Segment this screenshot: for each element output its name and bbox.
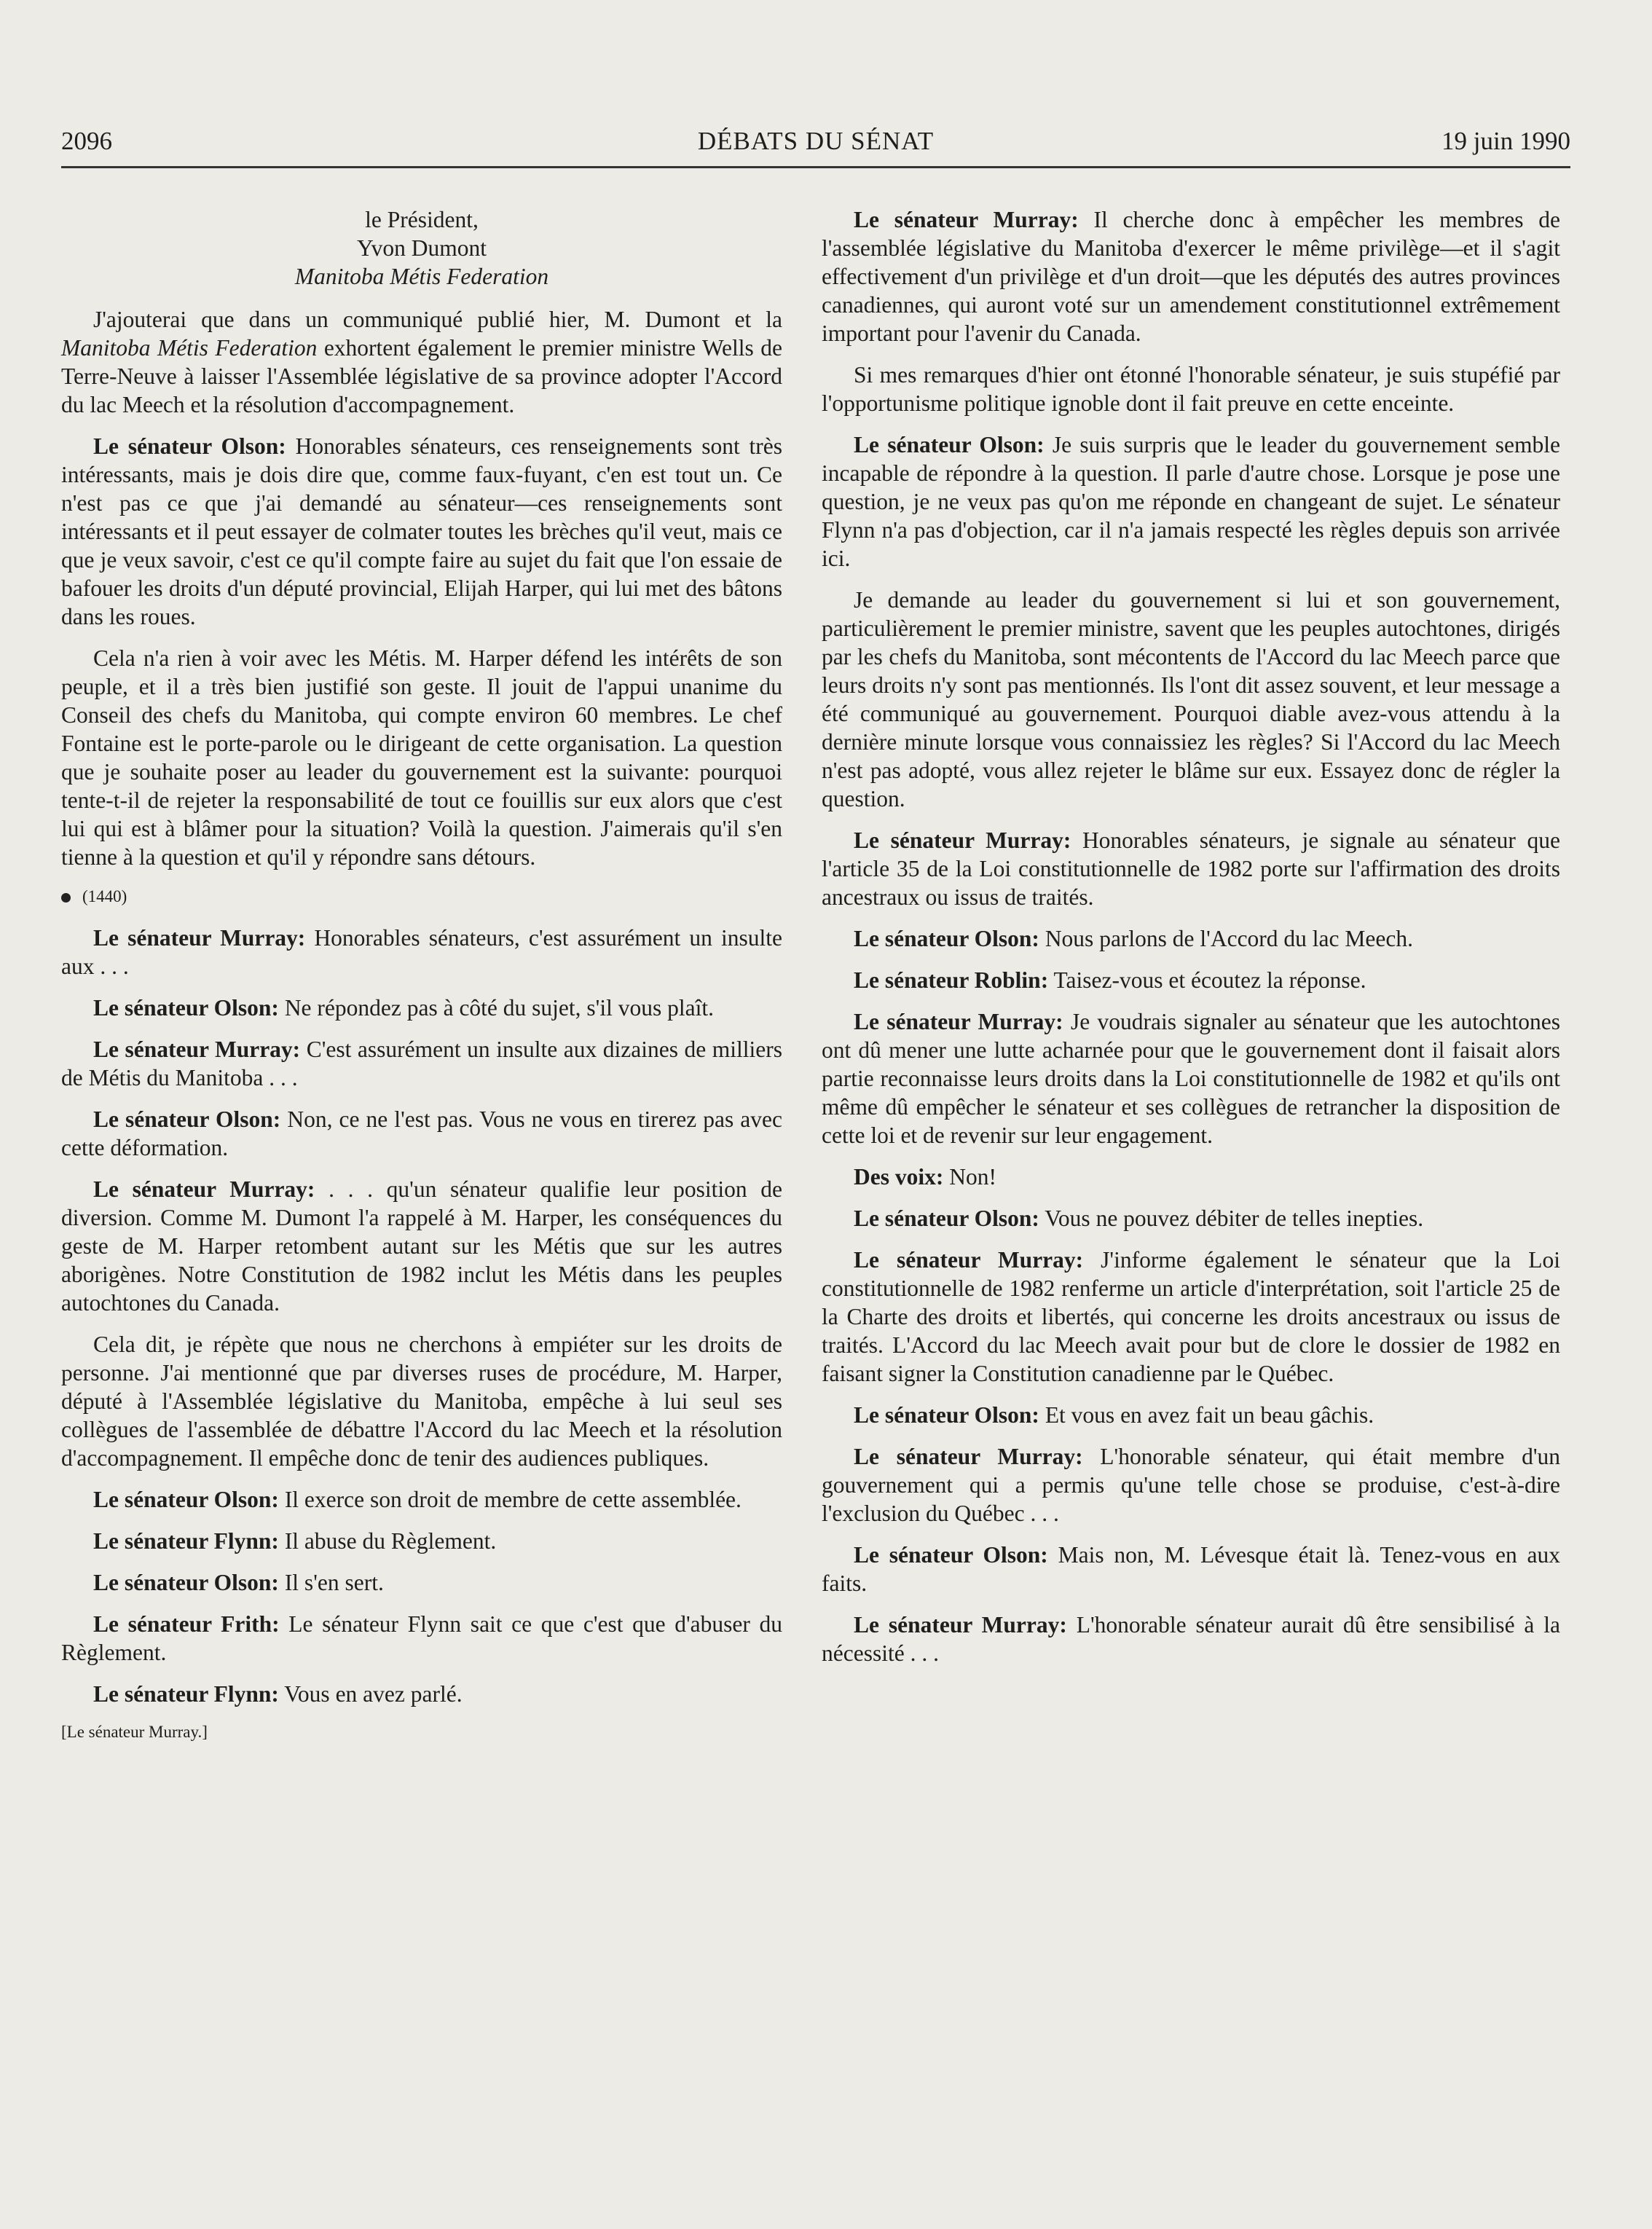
speaker-name: Le sénateur Murray: xyxy=(854,1612,1067,1638)
publication-title: DÉBATS DU SÉNAT xyxy=(697,127,935,155)
speaker-name: Le sénateur Murray: xyxy=(854,1444,1083,1469)
speaker-name: Le sénateur Olson: xyxy=(854,1206,1039,1231)
left-column xyxy=(61,205,782,1743)
speech-text: Vous ne pouvez débiter de telles inepties. xyxy=(1039,1206,1424,1231)
speaker-name: Le sénateur Olson: xyxy=(93,995,279,1021)
speech-text: Le sénateur Flynn sait ce que c'est que d'abuser du Règlement. xyxy=(61,1611,783,1665)
speech-text: Honorables sénateurs, ces renseignements sont très intéressants, mais je dois dire que, comme faux-fuyant, c'en est tout un. Ce n'est pas ce que j'ai demandé au sénateur—ces renseignements sont intéressants et il peut essayer de colmater toutes les brèches qu'il veut, mais ce que je veux savoir, c'est ce qu'il compte faire au sujet du fait que l'on essaie de bafouer les droits d'un député provincial, Elijah Harper, qui lui met des bâtons dans les roues. xyxy=(61,433,782,629)
page-date: 19 juin 1990 xyxy=(1441,127,1570,155)
speech-text: Il s'en sert. xyxy=(278,1570,384,1595)
paragraph: Cela dit, je répète que nous ne cherchons à empiéter sur les droits de personne. J'ai mentionné que par diverses ruses de procédure, M. Harper, député à l'Assemblée législative du Manitoba, empêche à lui seul ses collègues de l'assemblée de débattre l'Accord du lac Meech et la résolution d'accompagnement. Il empêche donc de tenir des audiences publiques. xyxy=(61,1332,782,1471)
speaker-name: Le sénateur Frith: xyxy=(93,1611,280,1637)
speech xyxy=(822,1246,1560,1388)
speech-text: Mais non, M. Lévesque était là. Tenez-vous en aux faits. xyxy=(822,1542,1560,1596)
speaker-name: Le sénateur Olson: xyxy=(93,1487,279,1512)
speech xyxy=(61,924,782,980)
speech xyxy=(61,994,782,1022)
speech-text: Ne répondez pas à côté du sujet, s'il vous plaît. xyxy=(278,995,714,1021)
speech xyxy=(822,924,1560,953)
speech-text: C'est assurément un insulte aux dizaines de milliers de Métis du Manitoba . . . xyxy=(61,1037,782,1090)
paragraph: Cela n'a rien à voir avec les Métis. M. Harper défend les intérêts de son peuple, et il a très bien justifié son geste. Il jouit de l'appui unanime du Conseil des chefs du Manitoba, qui compte environ 60 membres. Le chef Fontaine est le porte-parole ou le dirigeant de cette organisation. La question que je souhaite poser au leader du gouvernement est la suivante: pourquoi tente-t-il de rejeter la responsabilité de tout ce fouillis sur eux alors que c'est lui qui est à blâmer pour la situation? Voilà la question. J'aimerais qu'il s'en tienne à la question et qu'il y répondre sans détours. xyxy=(61,645,782,870)
speaker-name: Le sénateur Olson: xyxy=(854,1542,1048,1568)
speech xyxy=(822,205,1560,347)
paragraph: Je demande au leader du gouvernement si lui et son gouvernement, particulièrement le premier ministre, savent que les peuples autochtones, dirigés par les chefs du Manitoba, sont mécontents de l'Accord du lac Meech parce que leurs droits n'y sont pas mentionnés. Ils l'ont dit assez souvent, et leur message a été communiqué au gouvernement. Pourquoi diable avez-vous attendu à la dernière minute lorsque vous connaissiez les règles? Si l'Accord du lac Meech n'est pas adopté, vous allez rejeter le blâme sur eux. Essayez donc de régler la question. xyxy=(822,587,1560,811)
speech xyxy=(822,826,1560,911)
speaker-name: Des voix: xyxy=(854,1164,944,1190)
speech xyxy=(822,1163,1560,1191)
paragraph: Si mes remarques d'hier ont étonné l'honorable sénateur, je suis stupéfié par l'opportunisme politique ignoble dont il fait preuve en cette enceinte. xyxy=(822,362,1560,416)
speaker-name: Le sénateur Olson: xyxy=(854,1402,1039,1428)
speech-text: Vous en avez parlé. xyxy=(278,1681,463,1707)
speech xyxy=(61,1680,782,1708)
speech-text: J'informe également le sénateur que la Loi constitutionnelle de 1982 renferme un article d'interprétation, soit l'article 25 de la Charte des droits et libertés, qui concerne les droits ancestraux ou issus de traités. L'Accord du lac Meech avait pour but de clore le dossier de 1982 en faisant signer la Constitution canadienne par le Québec. xyxy=(822,1247,1561,1386)
speech xyxy=(822,1401,1560,1429)
speaker-name: Le sénateur Flynn: xyxy=(93,1528,279,1554)
speech xyxy=(61,1485,782,1514)
speech xyxy=(61,1568,782,1597)
speech xyxy=(822,966,1560,994)
speech-text: Honorables sénateurs, je signale au sénateur que l'article 35 de la Loi constitutionnelle de 1982 porte sur l'affirmation des droits ancestraux ou issus de traités. xyxy=(822,827,1560,910)
bullet-icon xyxy=(61,893,71,903)
signature-title: le Président, xyxy=(365,207,479,232)
page-header xyxy=(61,125,1570,168)
speech-text: Il cherche donc à empêcher les membres de l'assemblée législative du Manitoba d'exercer le même privilège—et il s'agit effectivement d'un privilège et d'un droit—que les députés des autres provinces canadiennes, qui auront voté sur un amendement constitutionnel extrêmement important pour l'avenir du Canada. xyxy=(822,207,1560,346)
speech xyxy=(822,1541,1560,1597)
speaker-name: Le sénateur Olson: xyxy=(854,926,1039,951)
speech xyxy=(61,1610,782,1667)
speech-text: Il exerce son droit de membre de cette assemblée. xyxy=(278,1487,742,1512)
speech xyxy=(822,1204,1560,1233)
speech xyxy=(61,1035,782,1092)
page-number: 2096 xyxy=(61,127,112,155)
speaker-name: Le sénateur Murray: xyxy=(93,925,306,951)
speech xyxy=(61,432,782,631)
speech-text: Et vous en avez fait un beau gâchis. xyxy=(1039,1402,1374,1428)
organization-name: Manitoba Métis Federation xyxy=(61,335,318,361)
right-column xyxy=(822,205,1560,1680)
speech-text: L'honorable sénateur, qui était membre d'un gouvernement qui a permis qu'une telle chose se produise, c'est-à-dire l'exclusion du Québec . . . xyxy=(822,1444,1561,1526)
speech-text: Il abuse du Règlement. xyxy=(278,1528,497,1554)
speaker-name: Le sénateur Murray: xyxy=(93,1037,301,1062)
signature-block xyxy=(61,205,782,291)
speaker-name: Le sénateur Olson: xyxy=(854,432,1045,457)
time-marker: (1440) xyxy=(61,884,782,909)
speaker-name: Le sénateur Murray: xyxy=(854,207,1079,232)
speech xyxy=(61,1175,782,1317)
speaker-name: Le sénateur Murray: xyxy=(854,827,1071,853)
speaker-name: Le sénateur Roblin: xyxy=(854,967,1049,993)
paragraph: J'ajouterai que dans un communiqué publié hier, M. Dumont et la Manitoba Métis Federation exhortent également le premier ministre Wells de Terre-Neuve à laisser l'Assemblée législative de sa province adopter l'Accord du lac Meech et la résolution d'accompagnement. xyxy=(61,307,782,417)
speaker-name: Le sénateur Murray: xyxy=(854,1009,1063,1034)
continuation-note: [Le sénateur Murray.] xyxy=(61,1723,208,1741)
speech-text: Non! xyxy=(943,1164,996,1190)
speaker-name: Le sénateur Murray: xyxy=(93,1176,315,1202)
signature-name: Yvon Dumont xyxy=(357,235,487,261)
speech-text: Je suis surpris que le leader du gouvernement semble incapable de répondre à la question. Il parle d'autre chose. Lorsque je pose une question, je ne veux pas qu'on me réponde en changeant de sujet. Le sénateur Flynn n'a pas d'objection, car il n'a jamais respecté les règles depuis son arrivée ici. xyxy=(822,432,1560,571)
speaker-name: Le sénateur Olson: xyxy=(93,1570,279,1595)
speech-text: Nous parlons de l'Accord du lac Meech. xyxy=(1039,926,1413,951)
signature-organization: Manitoba Métis Federation xyxy=(294,264,549,289)
speech-text: Non, ce ne l'est pas. Vous ne vous en tirerez pas avec cette déformation. xyxy=(61,1106,782,1160)
speech-text: Je voudrais signaler au sénateur que les autochtones ont dû mener une lutte acharnée pour que le gouvernement dont il faisait alors partie reconnaisse leurs droits dans la Loi constitutionnelle de 1982 et qu'ils ont même dû empêcher le sénateur et ses collègues de retrancher la disposition de cette loi et de revenir sur leur engagement. xyxy=(822,1009,1561,1148)
speech xyxy=(61,1105,782,1162)
speech-text: . . . qu'un sénateur qualifie leur position de diversion. Comme M. Dumont l'a rappelé à M. Harper, les conséquences du geste de M. Harper retombent autant sur les Métis que sur les autres aborigènes. Notre Constitution de 1982 inclut les Métis dans les peuples autochtones du Canada. xyxy=(61,1176,782,1316)
speech-text: Taisez-vous et écoutez la réponse. xyxy=(1048,967,1366,993)
speech xyxy=(61,1527,782,1555)
speech xyxy=(822,1007,1560,1149)
speech xyxy=(822,1442,1560,1528)
speech-text: L'honorable sénateur aurait dû être sensibilisé à la nécessité . . . xyxy=(822,1612,1561,1666)
speaker-name: Le sénateur Flynn: xyxy=(93,1681,279,1707)
speaker-name: Le sénateur Murray: xyxy=(854,1247,1084,1273)
speaker-name: Le sénateur Olson: xyxy=(93,433,286,459)
speech xyxy=(822,431,1560,573)
speech-text: Honorables sénateurs, c'est assurément un insulte aux . . . xyxy=(61,925,782,979)
speech xyxy=(822,1611,1560,1667)
speaker-name: Le sénateur Olson: xyxy=(93,1106,281,1132)
